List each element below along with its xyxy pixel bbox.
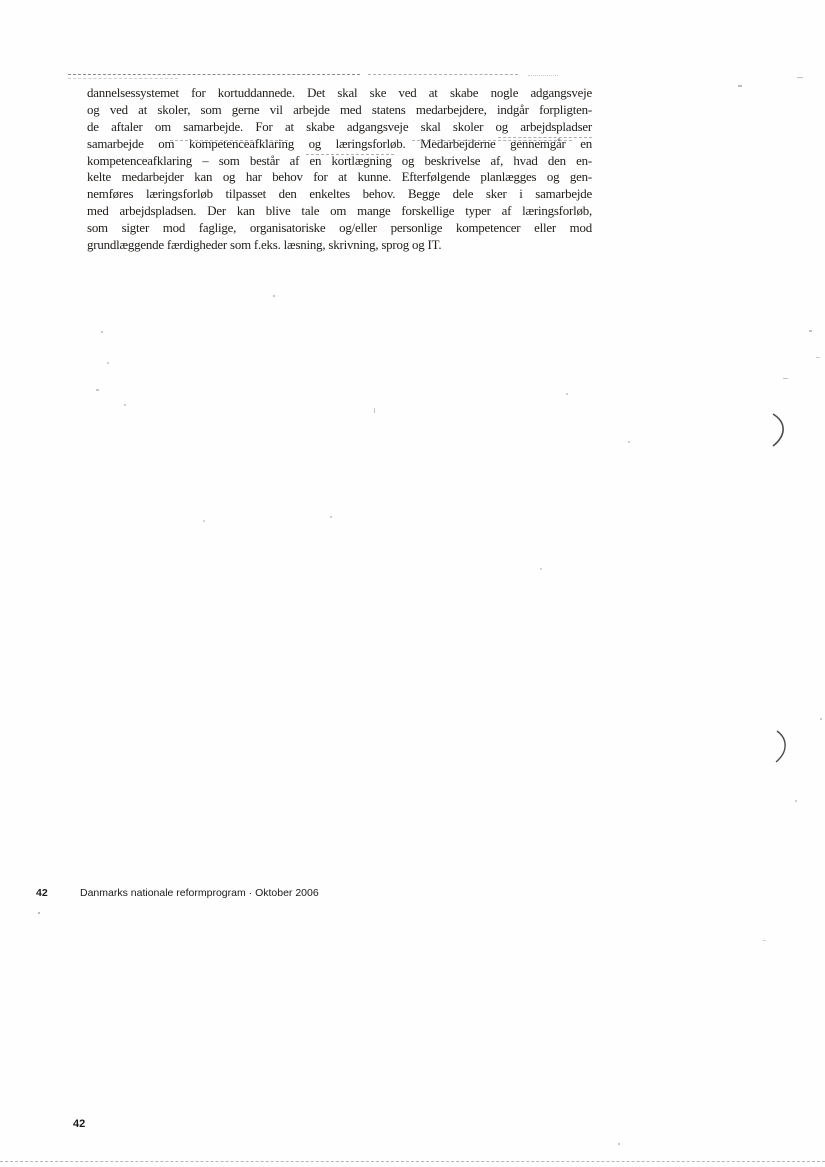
scan-speck — [763, 940, 766, 941]
scan-artifact-paren-mark — [773, 729, 793, 765]
scan-speck — [101, 331, 103, 333]
paragraph-line: kelte medarbejder kan og har behov for at kunne. Efterfølgende planlægges og gen- — [87, 170, 592, 185]
scan-artifact-word-underline — [498, 137, 592, 138]
bottom-page-number: 42 — [73, 1118, 86, 1130]
scan-speck — [38, 912, 40, 914]
scan-artifact-top-dashed-line — [68, 74, 360, 75]
paragraph-line: dannelsessystemet for kortuddannede. Det skal ske ved at skabe nogle adgangsveje — [87, 86, 592, 100]
scan-speck — [816, 357, 820, 358]
scan-speck — [96, 389, 99, 391]
paragraph-line: kompetenceafklaring – som består af en kortlægning og beskrivelse af, hvad den en- — [87, 153, 592, 168]
scan-artifact-top-dashed-line — [68, 78, 178, 79]
footer-running-title: Danmarks nationale reformprogram · Oktober 2006 — [80, 887, 319, 899]
scan-speck — [618, 1143, 620, 1145]
paragraph-line: med arbejdspladsen. Der kan blive tale om mange forskellige typer af læringsforløb, — [87, 204, 592, 219]
scan-speck — [540, 568, 542, 570]
scan-speck — [797, 77, 803, 78]
scan-speck — [809, 330, 812, 332]
paragraph-line: grundlæggende færdigheder som f.eks. læsning, skrivning, sprog og IT. — [87, 238, 442, 253]
scan-speck — [566, 393, 568, 395]
scan-artifact-word-overline — [170, 140, 288, 141]
scan-artifact-word-overline — [412, 140, 572, 141]
paragraph-line: som sigter mod faglige, organisatoriske og/eller personlige kompetencer eller mod — [87, 221, 592, 236]
scan-speck — [374, 408, 375, 413]
scan-speck — [330, 516, 332, 518]
scan-speck — [783, 378, 788, 379]
scan-speck — [107, 362, 109, 364]
scan-speck — [203, 520, 205, 522]
scan-speck — [124, 404, 126, 406]
scan-artifact-paren-mark — [769, 411, 793, 449]
scan-speck — [628, 441, 630, 443]
paragraph-line: de aftaler om samarbejde. For at skabe adgangsveje skal skoler og arbejdspladser — [87, 119, 592, 134]
scan-artifact-top-dashed-line — [528, 75, 558, 76]
footer-page-number: 42 — [36, 887, 48, 899]
paragraph-line: nemføres læringsforløb tilpasset den enkeltes behov. Begge dele sker i samarbejde — [87, 187, 592, 202]
scan-speck — [795, 800, 797, 802]
scan-artifact-bottom-dashed-line — [0, 1161, 825, 1162]
paragraph-line: og ved at skoler, som gerne vil arbejde med statens medarbejdere, indgår forpligten- — [87, 102, 592, 117]
paragraph-line: samarbejde om kompetenceafklaring og læringsforløb. Medarbejderne gennemgår en — [87, 136, 592, 151]
scan-speck — [273, 295, 275, 297]
scan-artifact-word-underline — [306, 154, 394, 155]
scan-speck — [738, 85, 742, 87]
body-paragraph — [87, 85, 592, 254]
scan-speck — [820, 718, 822, 720]
scan-artifact-top-dashed-line — [368, 74, 518, 75]
